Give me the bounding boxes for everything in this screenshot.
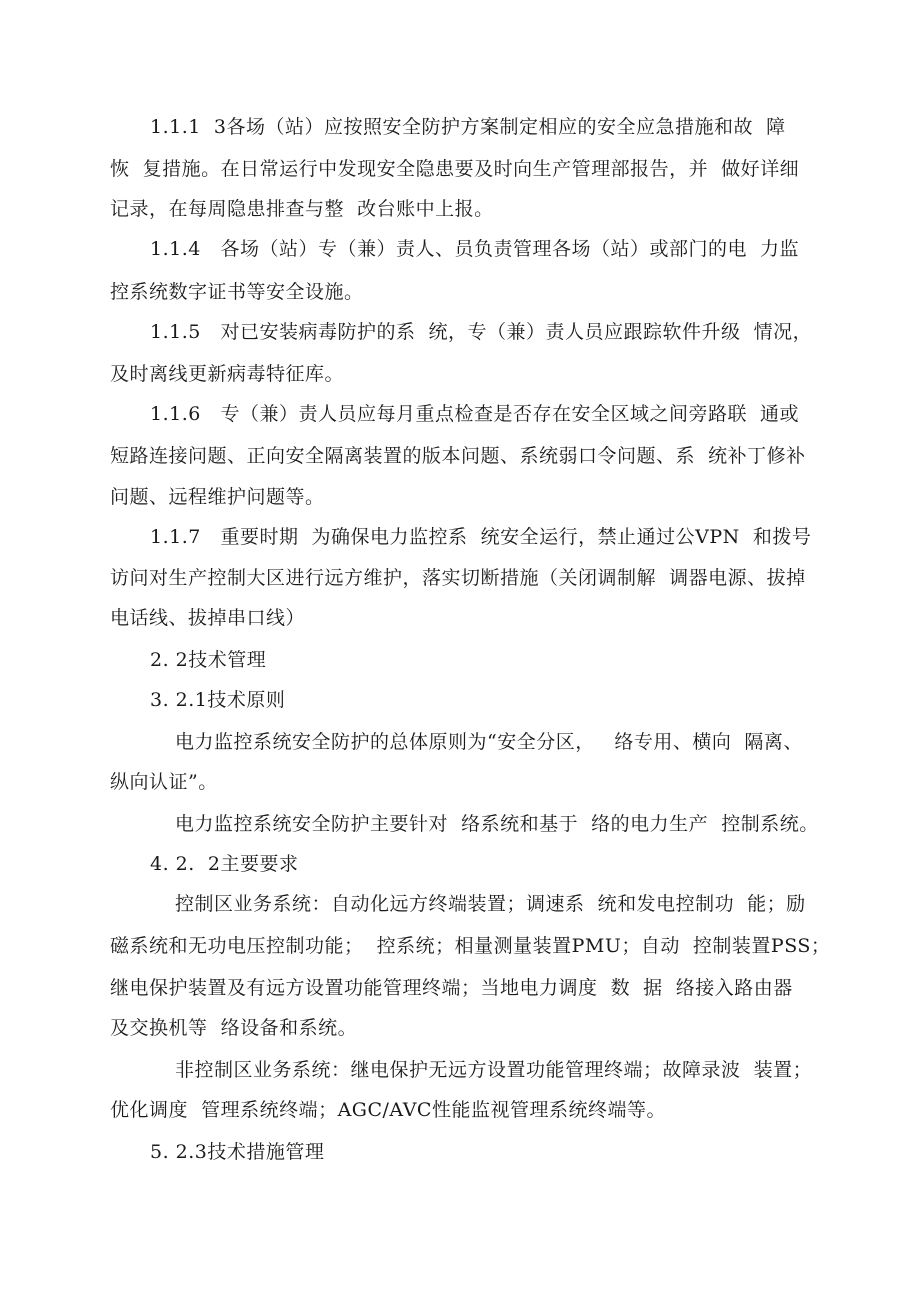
text-line: 问题、远程维护问题等。 (110, 486, 325, 508)
text-line: 电话线、拔掉串口线） (110, 607, 306, 629)
text-line: 记录，在每周隐患排查与整 改台账中上报。 (110, 198, 494, 220)
text-line: 1.1.6 专（兼）责人员应每月重点检查是否存在安全区域之间旁路联 通或 (150, 403, 800, 425)
text-line: 1.1.1 3各场（站）应按照安全防护方案制定相应的安全应急措施和故 障 (150, 116, 786, 138)
text-line: 非控制区业务系统：继电保护无远方设置功能管理终端；故障录波 装置； (175, 1059, 813, 1081)
text-line: 控系统数字证书等安全设施。 (110, 281, 364, 303)
text-line: 纵向认证”。 (110, 771, 218, 793)
text-line: 短路连接问题、正向安全隔离装置的版本问题、系统弱口令问题、系 统补丁修补 (110, 445, 806, 467)
text-line: 优化调度 管理系统终端；AGC/AVC性能监视管理系统终端等。 (110, 1099, 666, 1121)
section-heading: 4. 2. 2主要要求 (150, 853, 299, 875)
text-line: 继电保护装置及有远方设置功能管理终端；当地电力调度 数 据 络接入路由器 (110, 977, 793, 999)
text-line: 电力监控系统安全防护主要针对 络系统和基于 络的电力生产 控制系统。 (175, 813, 819, 835)
section-heading: 2. 2技术管理 (150, 649, 267, 671)
section-heading: 3. 2.1技术原则 (150, 689, 286, 711)
text-line: 电力监控系统安全防护的总体原则为“安全分区， 络专用、横向 隔离、 (175, 731, 803, 753)
text-line: 访问对生产控制大区进行远方维护，落实切断措施（关闭调制解 调器电源、拔掉 (110, 567, 806, 589)
text-line: 及时离线更新病毒特征库。 (110, 363, 345, 385)
text-line: 及交换机等 络设备和系统。 (110, 1017, 358, 1039)
text-line: 磁系统和无功电压控制功能； 控系统；相量测量装置PMU；自动 控制装置PSS； (110, 935, 831, 957)
text-line: 1.1.4 各场（站）专（兼）责人、员负责管理各场（站）或部门的电 力监 (150, 238, 800, 260)
text-line: 恢 复措施。在日常运行中发现安全隐患要及时向生产管理部报告，并 做好详细 (110, 158, 800, 180)
section-heading: 5. 2.3技术措施管理 (150, 1141, 325, 1163)
text-line: 1.1.5 对已安装病毒防护的系 统，专（兼）责人员应跟踪软件升级 情况， (150, 321, 813, 343)
text-line: 控制区业务系统：自动化远方终端装置；调速系 统和发电控制功 能；励 (175, 893, 806, 915)
text-line: 1.1.7 重要时期 为确保电力监控系 统安全运行，禁止通过公VPN 和拨号 (150, 526, 812, 548)
